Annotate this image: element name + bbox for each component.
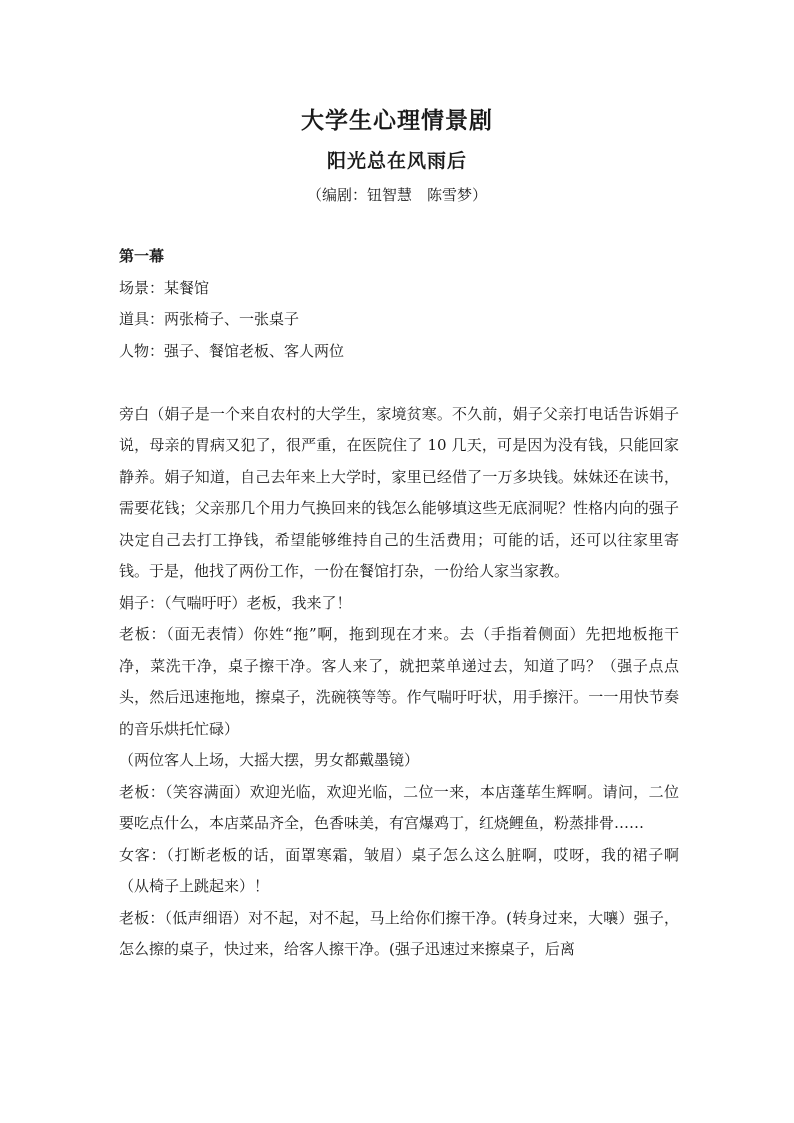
dialogue-line: 女客：（打断老板的话，面罩寒霜，皱眉）桌子怎么这么脏啊，哎呀，我的裙子啊（从椅子上跳起来）！ <box>119 845 679 895</box>
characters-line: 人物：强子、餐馆老板、客人两位 <box>119 341 345 360</box>
props-line: 道具：两张椅子、一张桌子 <box>119 310 300 328</box>
document-subtitle: 阳光总在风雨后 <box>326 150 467 172</box>
dialogue-line: 娟子：（气喘吁吁）老板，我来了！ <box>119 593 352 612</box>
dialogue-line: 老板：（面无表情）你姓“拖”啊，拖到现在才来。去（手指着侧面）先把地板拖干净，菜洗干净，桌子擦干净。客人来了，就把菜单递过去，知道了吗？（强子点点头，然后迅速拖地，擦桌子，洗碗筷等等。作气喘吁吁状，用手擦汗。一一用快节奏的音乐烘托忙碌） <box>119 625 679 738</box>
dialogue-line: 老板：（笑容满面）欢迎光临，欢迎光临，二位一来，本店蓬荜生辉啊。请问，二位要吃点什么，本店菜品齐全，色香味美，有宫爆鸡丁，红烧鲤鱼，粉蒸排骨…… <box>119 782 679 832</box>
scene-line: 场景：某餐馆 <box>119 278 210 297</box>
act-heading: 第一幕 <box>119 247 165 265</box>
stage-direction: （两位客人上场，大摇大摆，男女都戴墨镜） <box>119 751 420 769</box>
document-credits: （编剧：钮智慧 陈雪梦） <box>306 186 487 204</box>
narration-paragraph: 旁白（娟子是一个来自农村的大学生，家境贫寒。不久前，娟子父亲打电话告诉娟子说，母亲的胃病又犯了，很严重，在医院住了 10 几天，可是因为没有钱，只能回家静养。娟子知道，自己去年来上大学时，家里已经借了一万多块钱。妹妹还在读书，需要花钱；父亲那几个用力气换回来的钱怎么能够填这些无底洞呢？性格内向的强子决定自己去打工挣钱，希望能够维持自己的生活费用；可能的话，还可以往家里寄钱。于是，他找了两份工作，一份在餐馆打杂，一份给人家当家教。 <box>119 404 679 580</box>
document-body <box>119 241 679 966</box>
dialogue-line: 老板：（低声细语）对不起，对不起，马上给你们擦干净。(转身过来，大嚷）强子，怎么擦的桌子，快过来，给客人擦干净。(强子迅速过来擦桌子，后离 <box>119 908 679 958</box>
blank-line <box>119 367 679 399</box>
document-title: 大学生心理情景剧 <box>301 107 493 134</box>
